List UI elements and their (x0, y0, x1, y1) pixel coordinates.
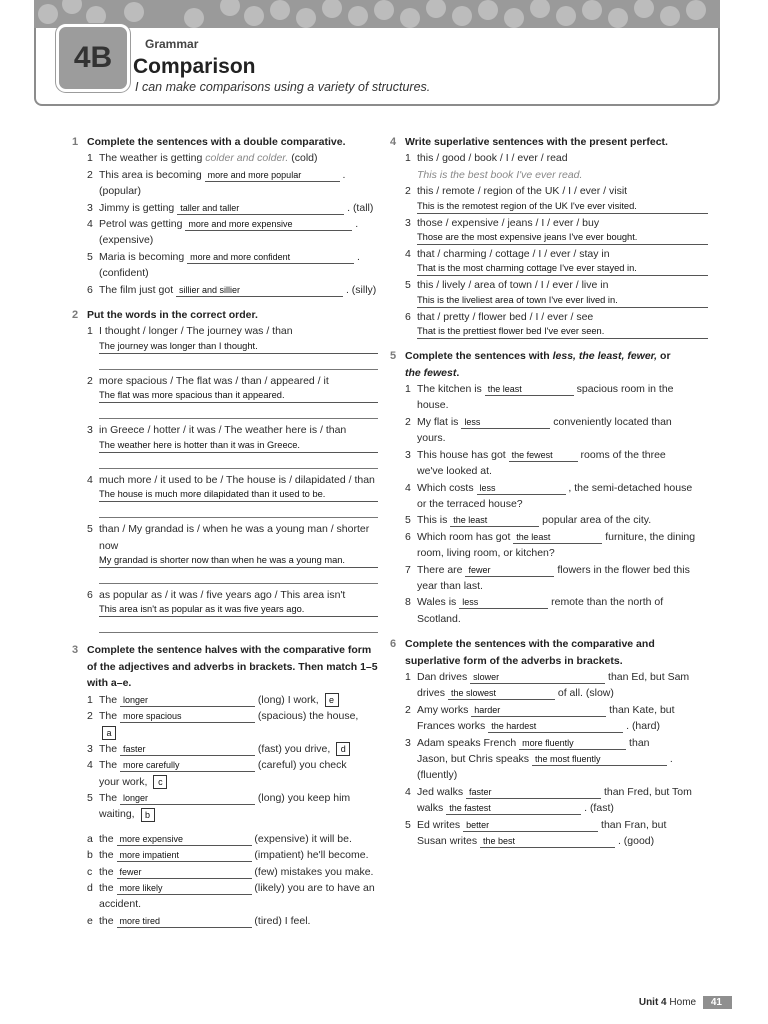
answer-field[interactable]: faster (466, 787, 601, 799)
list-item: 5 than / My grandad is / when he was a young man / shorter now My grandad is shorter now than when he was a young man. (87, 521, 378, 584)
page-title: Comparison (133, 55, 256, 78)
answer-field[interactable]: the fastest (446, 803, 581, 815)
answer-field[interactable]: That is the most charming cottage I've ever stayed in. (417, 262, 708, 276)
answer-field[interactable]: more and more confident (187, 252, 354, 264)
answer-field[interactable]: Those are the most expensive jeans I've ever bought. (417, 231, 708, 245)
exercise-4: 4 Write superlative sentences with the present perfect. 1 this / good / book / I / ever / read This is the best book I've ever read. 2 this / remote / region of the UK / I / ever / visit This is the remotest region of the UK I've ever visited. 3 those / expensive / jeans / I / ever / buy Those are the most expensive jeans I've ever bought. 4 that / charming / cottage / I / ever / stay in That is the most charming cottage I've ever stayed in. 5 this / lively / area of town / I / ever / live in This is the liveliest area of town I've ever lived in. 6 that / pretty / flower bed / I / ever / see That is the prettiest flower bed I've ever seen. (390, 134, 708, 339)
list-item: 2 more spacious / The flat was / than / appeared / it The flat was more spacious than it appeared. (87, 373, 378, 419)
answer-field[interactable]: The flat was more spacious than it appeared. (99, 389, 378, 403)
answer-field[interactable]: the slowest (448, 688, 555, 700)
list-item: 8 Wales is less remote than the north of Scotland. (405, 596, 664, 625)
list-item: a the more expensive (expensive) it will be. (87, 832, 352, 845)
answer-field[interactable]: more impatient (117, 850, 252, 862)
answer-field[interactable]: The house is much more dilapidated than it used to be. (99, 488, 378, 502)
list-item: 6 The film just got sillier and sillier . (silly) (87, 283, 377, 296)
exercise-5-heading: Complete the sentences with less, the least, fewer, or the fewest. (405, 350, 671, 379)
answer-field[interactable]: less (459, 597, 548, 609)
list-item: 1 this / good / book / I / ever / read This is the best book I've ever read. (405, 152, 583, 181)
list-item: 5 this / lively / area of town / I / ever / live in This is the liveliest area of town I've ever lived in. (405, 277, 708, 307)
footer-unit: Unit 4 (638, 997, 667, 1008)
match-box[interactable]: c (153, 775, 167, 789)
footer-section: Home (669, 997, 697, 1008)
answer-field[interactable]: That is the prettiest flower bed I've ever seen. (417, 325, 708, 339)
list-item: 1 The weather is getting colder and colder. (cold) (87, 152, 318, 165)
exercise-2-heading: Put the words in the correct order. (87, 309, 258, 322)
match-box[interactable]: a (102, 726, 116, 740)
exercise-3: 3 Complete the sentence halves with the comparative form of the adjectives and adverbs in brackets. Then match 1–5 with a–e. 1 The longer (long) I work, e 2 The more spacious (spacious) the house, a 3 The faster (fast) you drive, d 4 The more carefully (careful) you check your work, c 5 The longer (long) you keep him waiting, b a the more expensive (expensive) it will be. b the more impatient (impatient) he'll become. c the fewer (few) mistakes you make. d the more likely (likely) you are to have an accident. e the more tired (tired) I feel. (72, 642, 378, 929)
answer-field[interactable]: My grandad is shorter now than when he was a young man. (99, 554, 378, 568)
answer-field[interactable]: better (463, 820, 598, 832)
right-column (390, 134, 708, 858)
exercise-1: 1 Complete the sentences with a double comparative. 1 The weather is getting colder and colder. (cold) 2 This area is becoming more and more popular . (popular) 3 Jimmy is getting taller and taller . (tall) 4 Petrol was getting more and more expensive . (expensive) 5 Maria is becoming more and more confident . (confident) 6 The film just got sillier and sillier . (silly) (72, 134, 378, 298)
exercise-2: 2 Put the words in the correct order. 1 I thought / longer / The journey was / than The journey was longer than I thought. 2 more spacious / The flat was / than / appeared / it The flat was more spacious than it appeared. 3 in Greece / hotter / it was / The weather here is / than The weather here is hotter than it was in Greece. 4 much more / it used to be / The house is / dilapidated / than The house is much more dilapidated than it used to be. 5 than / My grandad is / when he was a young man / shorter now My grandad is shorter now than when he was a young man. 6 as popular as / it was / five years ago / This area isn't This area isn't as popular as it was five years ago. (72, 307, 378, 633)
answer-field[interactable]: faster (120, 744, 255, 756)
list-item: 3 in Greece / hotter / it was / The weather here is / than The weather here is hotter than it was in Greece. (87, 422, 378, 468)
exercise-6-heading: Complete the sentences with the comparative and superlative form of the adverbs in brackets. (405, 638, 655, 667)
answer-field[interactable]: sillier and sillier (176, 285, 343, 297)
list-item: 7 There are fewer flowers in the flower bed this year than last. (405, 563, 690, 592)
page-footer (639, 996, 732, 1009)
exercise-1-heading: Complete the sentences with a double comparative. (87, 136, 346, 148)
answer-field[interactable]: the least (513, 532, 602, 544)
answer-field[interactable]: This area isn't as popular as it was five years ago. (99, 603, 378, 617)
answer-field[interactable]: taller and taller (177, 203, 344, 215)
answer-field[interactable]: more and more expensive (185, 219, 352, 231)
answer-field[interactable]: longer (120, 695, 255, 707)
blank-line[interactable] (99, 454, 378, 469)
list-item: 2 My flat is less conveniently located than yours. (405, 415, 672, 445)
list-item: 5 Ed writes better than Fran, but Susan writes the best . (good) (405, 818, 667, 848)
left-column (72, 134, 378, 938)
match-box[interactable]: e (325, 693, 339, 707)
blank-line[interactable] (99, 404, 378, 419)
page-subtitle: I can make comparisons using a variety of structures. (135, 80, 431, 94)
list-item: e the more tired (tired) I feel. (87, 914, 311, 927)
list-item: b the more impatient (impatient) he'll become. (87, 849, 369, 862)
answer-field[interactable]: more fluently (519, 738, 626, 750)
answer-field[interactable]: more and more popular (205, 170, 340, 182)
answer-field[interactable]: The journey was longer than I thought. (99, 340, 378, 354)
blank-line[interactable] (99, 355, 378, 370)
list-item: 6 as popular as / it was / five years ago / This area isn't This area isn't as popular as it was five years ago. (87, 587, 378, 633)
answer-field[interactable]: slower (470, 672, 605, 684)
list-item: d the more likely (likely) you are to have an accident. (87, 882, 375, 911)
answer-field[interactable]: more tired (117, 916, 252, 928)
blank-line[interactable] (99, 618, 378, 633)
list-item: 1 Dan drives slower than Ed, but Sam drives the slowest of all. (slow) (405, 670, 690, 700)
answer-field[interactable]: the most fluently (532, 754, 667, 766)
answer-field[interactable]: The weather here is hotter than it was in Greece. (99, 439, 378, 453)
answer-field[interactable]: more carefully (120, 760, 255, 772)
answer-field[interactable]: the hardest (488, 721, 623, 733)
exercise-6: 6 Complete the sentences with the comparative and superlative form of the adverbs in brackets. 1 Dan drives slower than Ed, but Sam drives the slowest of all. (slow) 2 Amy works harder than Kate, but Frances works the hardest . (hard) 3 Adam speaks French more fluently than Jason, but Chris speaks the most fluently . (fluently) 4 Jed walks faster than Fred, but Tom walks the fastest . (fast) 5 Ed writes better than Fran, but Susan writes the best . (good) (390, 636, 708, 849)
list-item: 1 The kitchen is the least spacious room in the house. (405, 383, 674, 412)
unit-badge: 4B (56, 24, 130, 92)
answer-field[interactable]: more spacious (120, 711, 255, 723)
list-item: 2 Amy works harder than Kate, but Frances works the hardest . (hard) (405, 703, 675, 733)
answer-field[interactable]: more expensive (117, 834, 252, 846)
list-item: 4 Which costs less , the semi-detached house or the terraced house? (405, 481, 693, 510)
answer-field[interactable]: harder (471, 705, 606, 717)
blank-line[interactable] (99, 569, 378, 584)
list-item: 3 Jimmy is getting taller and taller . (tall) (87, 201, 374, 214)
list-item: 2 This area is becoming more and more popular . (popular) (87, 168, 346, 198)
list-item: 3 This house has got the fewest rooms of the three we've looked at. (405, 448, 666, 478)
answer-field[interactable]: the least (485, 384, 574, 396)
answer-field[interactable]: This is the remotest region of the UK I've ever visited. (417, 200, 708, 214)
blank-line[interactable] (99, 503, 378, 518)
exercise-3-heading: Complete the sentence halves with the comparative form of the adjectives and adverbs in brackets. Then match 1–5 with a–e. (87, 644, 378, 690)
list-item: 3 The faster (fast) you drive, d (87, 741, 378, 757)
list-item: 6 Which room has got the least furniture, the dining room, living room, or kitchen? (405, 530, 696, 560)
list-item: 1 I thought / longer / The journey was / than The journey was longer than I thought. (87, 323, 378, 369)
list-item: 4 The more carefully (careful) you check your work, c (87, 759, 347, 788)
exercise-4-heading: Write superlative sentences with the present perfect. (405, 136, 668, 148)
list-item: 3 Adam speaks French more fluently than Jason, but Chris speaks the most fluently . (fluently) (405, 736, 673, 782)
answer-field[interactable]: longer (120, 793, 255, 805)
exercise-5: 5 Complete the sentences with less, the least, fewer, or the fewest. 1 The kitchen is the least spacious room in the house. 2 My flat is less conveniently located than yours. 3 This house has got the fewest rooms of the three we've looked at. 4 Which costs less , the semi-detached house or the terraced house? 5 This is the least popular area of the city. 6 Which room has got the least furniture, the dining room, living room, or kitchen? 7 There are fewer flowers in the flower bed this year than last. 8 Wales is less remote than the north of Scotland. (390, 348, 708, 627)
list-item: 3 those / expensive / jeans / I / ever / buy Those are the most expensive jeans I've ever bought. (405, 215, 708, 245)
answer-field[interactable]: fewer (117, 867, 252, 879)
answer-field[interactable]: less (477, 483, 566, 495)
match-box[interactable]: d (336, 742, 350, 756)
answer-field[interactable]: more likely (117, 883, 252, 895)
answer-field[interactable]: the least (450, 515, 539, 527)
example-answer: This is the best book I've ever read. (417, 168, 583, 181)
list-item: 2 The more spacious (spacious) the house, a (87, 709, 359, 738)
answer-field[interactable]: This is the liveliest area of town I've ever lived in. (417, 294, 708, 308)
list-item: 5 Maria is becoming more and more confident . (confident) (87, 250, 360, 280)
list-item: c the fewer (few) mistakes you make. (87, 865, 374, 878)
match-box[interactable]: b (141, 808, 155, 822)
list-item: 2 this / remote / region of the UK / I / ever / visit This is the remotest region of the UK I've ever visited. (405, 183, 708, 213)
list-item: 1 The longer (long) I work, e (87, 692, 378, 708)
answer-field[interactable]: less (461, 417, 550, 429)
list-item: 5 This is the least popular area of the city. (405, 514, 652, 527)
list-item: 4 much more / it used to be / The house is / dilapidated / than The house is much more dilapidated than it used to be. (87, 472, 378, 518)
category-label: Grammar (145, 37, 199, 51)
page-number: 41 (703, 996, 732, 1009)
list-item: 6 that / pretty / flower bed / I / ever / see That is the prettiest flower bed I've ever seen. (405, 309, 708, 339)
list-item: 4 Jed walks faster than Fred, but Tom walks the fastest . (fast) (405, 785, 692, 815)
answer-field[interactable]: the fewest (509, 450, 578, 462)
list-item: 5 The longer (long) you keep him waiting, b (87, 791, 351, 821)
answer-field[interactable]: the best (480, 836, 615, 848)
list-item: 4 Petrol was getting more and more expensive . (expensive) (87, 218, 359, 247)
answer-field[interactable]: fewer (465, 565, 554, 577)
list-item: 4 that / charming / cottage / I / ever / stay in That is the most charming cottage I've ever stayed in. (405, 246, 708, 276)
